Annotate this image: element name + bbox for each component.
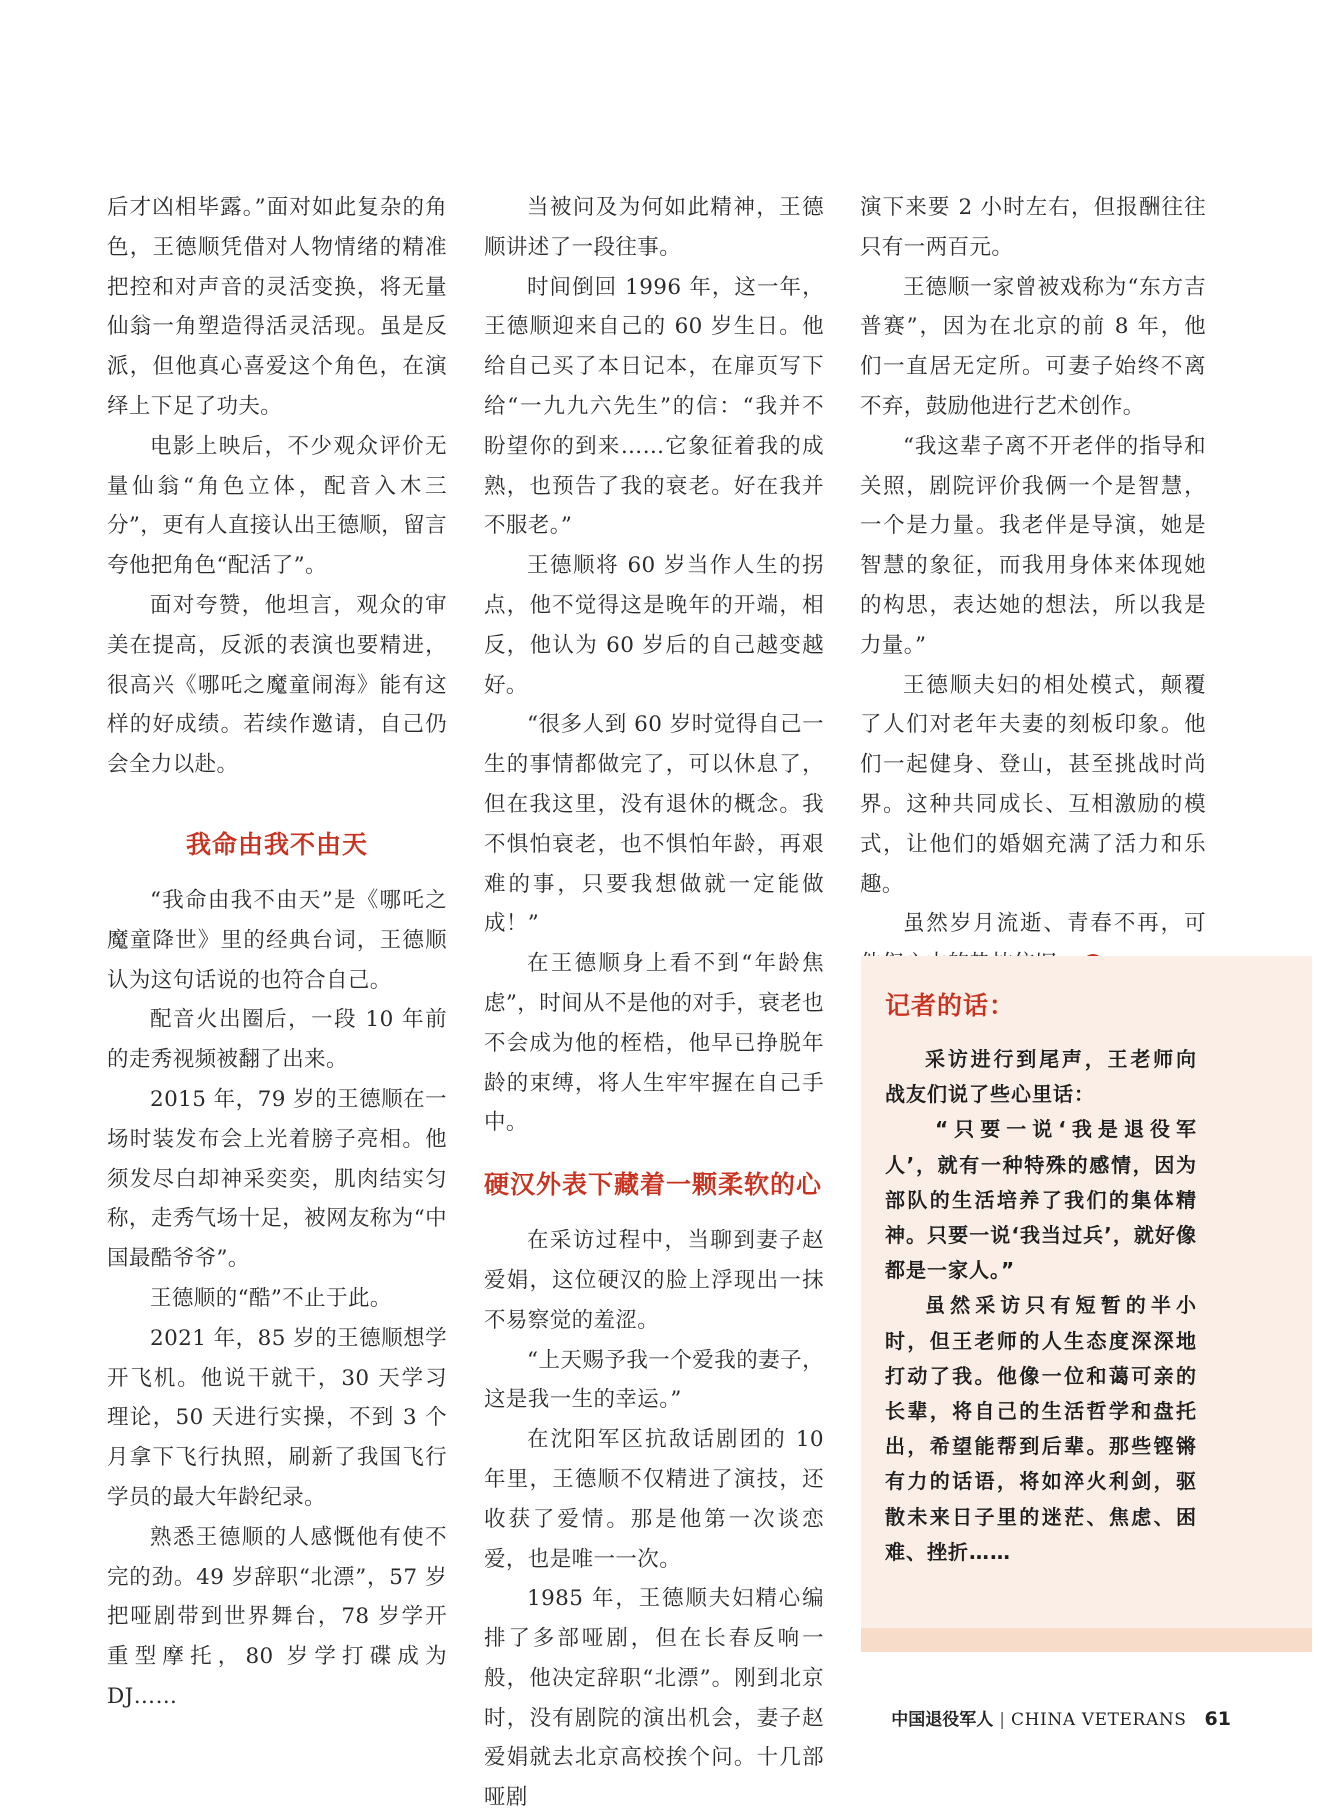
note-bottom-strip bbox=[861, 1628, 1312, 1652]
section-heading: 我命由我不由天 bbox=[185, 829, 368, 859]
paragraph: “上天赐予我一个爱我的妻子，这是我一生的幸运。” bbox=[484, 1347, 824, 1413]
article-column-3 bbox=[860, 188, 1206, 984]
magazine-title-en: CHINA VETERANS bbox=[1011, 1710, 1187, 1730]
footer-separator: | bbox=[999, 1710, 1005, 1730]
paragraph: 时间倒回 1996 年，这一年，王德顺迎来自己的 60 岁生日。他给自己买了本日记本，在扉页写下给“一九九六先生”的信：“我并不盼望你的到来……它象征着我的成熟，也预告了我的衰老。好在我并不服老。” bbox=[484, 274, 824, 539]
paragraph: 后才凶相毕露。”面对如此复杂的角色，王德顺凭借对人物情绪的精准把控和对声音的灵活变换，将无量仙翁一角塑造得活灵活现。虽是反派，但他真心喜爱这个角色，在演绎上下足了功夫。 bbox=[107, 195, 447, 419]
reporter-note-body bbox=[885, 1042, 1197, 1570]
paragraph: 电影上映后，不少观众评价无量仙翁“角色立体，配音入木三分”，更有人直接认出王德顺，留言夸他把角色“配活了”。 bbox=[107, 433, 447, 579]
paragraph: 1985 年，王德顺夫妇精心编排了多部哑剧，但在长春反响一般，他决定辞职“北漂”。刚到北京时，没有剧院的演出机会，妻子赵爱娟就去北京高校挨个问。十几部哑剧 bbox=[484, 1586, 824, 1811]
reporter-note-box bbox=[861, 956, 1312, 1652]
paragraph: 2021 年，85 岁的王德顺想学开飞机。他说干就干，30 天学习理论，50 天进行实操，不到 3 个月拿下飞行执照，刷新了我国飞行学员的最大年龄纪录。 bbox=[107, 1325, 447, 1510]
paragraph: 王德顺将 60 岁当作人生的拐点，他不觉得这是晚年的开端，相反，他认为 60 岁后的自己越变越好。 bbox=[484, 553, 824, 698]
article-column-1 bbox=[107, 188, 447, 1717]
paragraph: 王德顺一家曾被戏称为“东方吉普赛”，因为在北京的前 8 年，他们一直居无定所。可妻子始终不离不弃，鼓励他进行艺术创作。 bbox=[860, 274, 1206, 419]
paragraph: “我命由我不由天”是《哪吒之魔童降世》里的经典台词，王德顺认为这句话说的也符合自己。 bbox=[107, 887, 447, 993]
paragraph: 在沈阳军区抗敌话剧团的 10 年里，王德顺不仅精进了演技，还收获了爱情。那是他第一次谈恋爱，也是唯一一次。 bbox=[484, 1427, 824, 1572]
paragraph: 面对夸赞，他坦言，观众的审美在提高，反派的表演也要精进，很高兴《哪吒之魔童闹海》能有这样的好成绩。若续作邀请，自己仍会全力以赴。 bbox=[107, 592, 447, 778]
page-number: 61 bbox=[1204, 1708, 1231, 1730]
paragraph: 演下来要 2 小时左右，但报酬往往只有一两百元。 bbox=[860, 195, 1206, 260]
reporter-note-title: 记者的话： bbox=[885, 991, 1016, 1020]
magazine-title-cn: 中国退役军人 bbox=[891, 1710, 994, 1730]
paragraph: 当被问及为何如此精神，王德顺讲述了一段往事。 bbox=[484, 195, 824, 260]
paragraph: 虽然采访只有短暂的半小时，但王老师的人生态度深深地打动了我。他像一位和蔼可亲的长辈，将自己的生活哲学和盘托出，希望能帮到后辈。那些铿锵有力的话语，将如淬火利剑，驱散未来日子里的迷茫、焦虑、困难、挫折…… bbox=[885, 1293, 1197, 1564]
paragraph: 王德顺夫妇的相处模式，颠覆了人们对老年夫妻的刻板印象。他们一起健身、登山，甚至挑战时尚界。这种共同成长、互相激励的模式，让他们的婚姻充满了活力和乐趣。 bbox=[860, 672, 1206, 897]
paragraph: 在采访过程中，当聊到妻子赵爱娟，这位硬汉的脸上浮现出一抹不易察觉的羞涩。 bbox=[484, 1228, 824, 1333]
paragraph: “我这辈子离不开老伴的指导和关照，剧院评价我俩一个是智慧，一个是力量。我老伴是导演，她是智慧的象征，而我用身体来体现她的构思，表达她的想法，所以我是力量。” bbox=[860, 433, 1206, 658]
paragraph: “只要一说‘我是退役军人’，就有一种特殊的感情，因为部队的生活培养了我们的集体精神。只要一说‘我当过兵’，就好像都是一家人。” bbox=[885, 1117, 1197, 1283]
page-footer bbox=[891, 1705, 1231, 1730]
paragraph: 2015 年，79 岁的王德顺在一场时装发布会上光着膀子亮相。他须发尽白却神采奕奕，肌肉结实匀称，走秀气场十足，被网友称为“中国最酷爷爷”。 bbox=[107, 1086, 447, 1272]
paragraph: “很多人到 60 岁时觉得自己一生的事情都做完了，可以休息了，但在我这里，没有退休的概念。我不惧怕衰老，也不惧怕年龄，再艰难的事，只要我想做就一定能做成！” bbox=[484, 712, 824, 937]
paragraph: 配音火出圈后，一段 10 年前的走秀视频被翻了出来。 bbox=[107, 1007, 447, 1073]
paragraph: 熟悉王德顺的人感慨他有使不完的劲。49 岁辞职“北漂”，57 岁把哑剧带到世界舞台，78 岁学开重型摩托，80 岁学打碟成为 DJ…… bbox=[107, 1524, 447, 1709]
paragraph-text: 虽然岁月流逝、青春不再，可 bbox=[903, 911, 1206, 937]
paragraph: 在王德顺身上看不到“年龄焦虑”，时间从不是他的对手，衰老也不会成为他的桎梏，他早已挣脱年龄的束缚，将人生牢牢握在自己手中。 bbox=[484, 951, 824, 1136]
paragraph: 采访进行到尾声，王老师向战友们说了些心里话： bbox=[885, 1047, 1197, 1107]
article-column-2 bbox=[484, 188, 824, 1818]
paragraph: 王德顺的“酷”不止于此。 bbox=[150, 1285, 392, 1311]
section-heading: 硬汉外表下藏着一颗柔软的心 bbox=[484, 1170, 823, 1200]
